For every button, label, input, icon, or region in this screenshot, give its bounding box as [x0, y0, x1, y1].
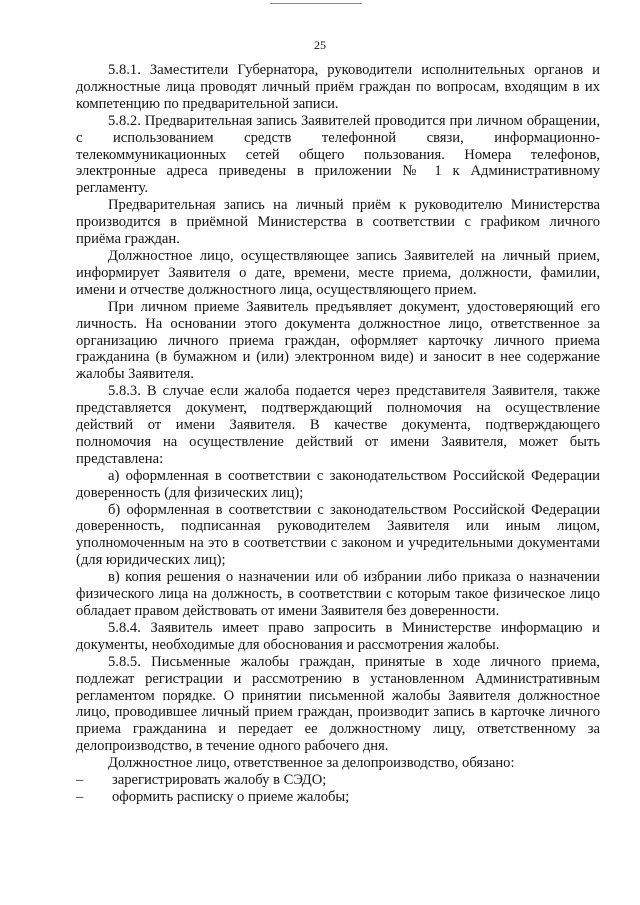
list-item-a: а) оформленная в соответствии с законодательством Российской Федерации доверенность (для физических лиц); — [76, 467, 600, 501]
paragraph-records-official: Должностное лицо, ответственное за делопроизводство, обязано: — [108, 755, 515, 772]
paragraph-pre-registration-minister: Предварительная запись на личный приём к руководителю Министерства производится в приёмной Министерства в соответствии с графиком личного приёма граждан. — [76, 197, 600, 248]
paragraph-5-8-2: 5.8.2. Предварительная запись Заявителей проводится при личном обращении, с использованием средств телефонной связи, информационно-телекоммуникационных сетей общего пользования. Номера телефонов, электронные адреса приведены в приложении № 1 к Административному регламенту. — [76, 112, 600, 197]
dash-list-item — [76, 772, 600, 789]
top-rule — [270, 3, 362, 4]
paragraph-official-informs: Должностное лицо, осуществляющее запись Заявителей на личный прием, информирует Заявителя о дате, времени, месте приема, должности, фамилии, имени и отчестве должностного лица, осуществляющего прием. — [76, 247, 600, 298]
dash-marker: – — [76, 788, 84, 805]
paragraph-5-8-4: 5.8.4. Заявитель имеет право запросить в Министерстве информацию и документы, необходимые для обоснования и рассмотрения жалобы. — [76, 619, 600, 653]
paragraph-personal-reception: При личном приеме Заявитель предъявляет документ, удостоверяющий его личность. На основании этого документа должностное лицо, ответственное за организацию личного приема граждан, оформляет карточку личного приема гражданина (в бумажном и (или) электронном виде) и заносит в нее содержание жалобы Заявителя. — [76, 298, 600, 383]
paragraph-5-8-3: 5.8.3. В случае если жалоба подается через представителя Заявителя, также представляется документ, подтверждающий полномочия на осуществление действий от имени Заявителя. В качестве документа, подтверждающего полномочия на осуществление действий от имени Заявителя, может быть представлена: — [76, 383, 600, 467]
list-item-b: б) оформленная в соответствии с законодательством Российской Федерации доверенность, подписанная руководителем Заявителя или иным лицом, уполномоченным на это в соответствии с законом и учредительными документами (для юридических лиц); — [76, 501, 600, 569]
dash-list-item — [76, 789, 600, 806]
dash-item-text: зарегистрировать жалобу в СЭДО; — [112, 772, 327, 789]
paragraph-5-8-1: 5.8.1. Заместители Губернатора, руководители исполнительных органов и должностные лица проводят личный приём граждан по вопросам, входящим в их компетенцию по предварительной записи. — [76, 62, 600, 112]
list-item-v: в) копия решения о назначении или об избрании либо приказа о назначении физического лица на должность, в соответствии с которым такое физическое лицо обладает правом действовать от имени Заявителя без доверенности. — [76, 569, 600, 619]
dash-marker: – — [76, 772, 84, 789]
paragraph-5-8-5: 5.8.5. Письменные жалобы граждан, принятые в ходе личного приема, подлежат регистрации и рассмотрению в установленном Административным регламентом порядке. О принятии письменной жалобы Заявителя должностное лицо, проводившее личный прием граждан, производит запись в карточке личного приема гражданина и передает ее должностному лицу, ответственному за делопроизводство, в течение одного рабочего дня. — [76, 653, 600, 755]
dash-item-text: оформить расписку о приеме жалобы; — [112, 788, 350, 805]
page-number: 25 — [314, 38, 326, 52]
document-body — [76, 62, 600, 806]
